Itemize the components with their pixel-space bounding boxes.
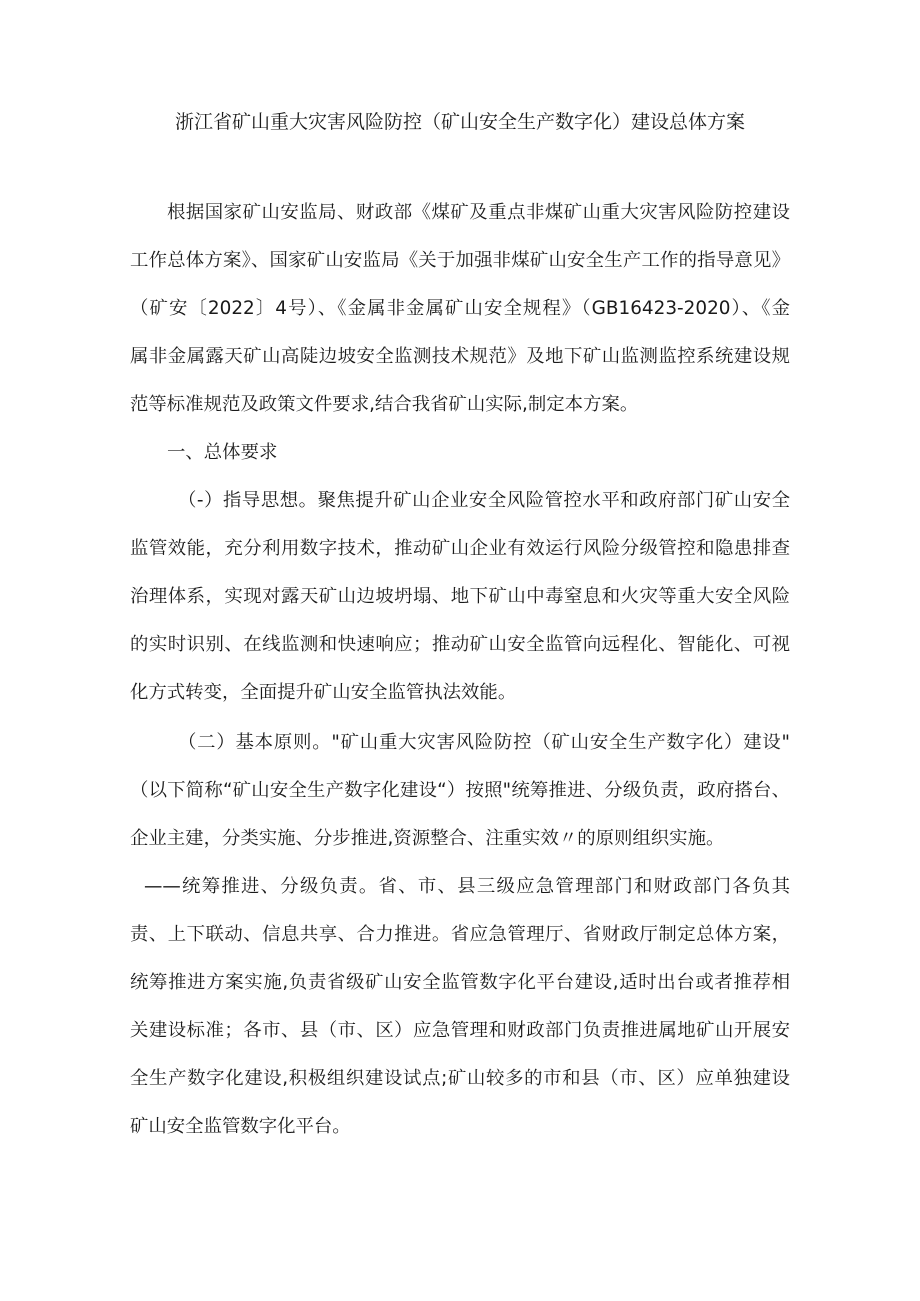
paragraph-line: 企业主建，分类实施、分步推进,资源整合、注重实效〃的原则组织实施。	[130, 828, 725, 849]
paragraph-line: 责、上下联动、信息共享、合力推进。省应急管理厅、省财政厅制定总体方案，	[130, 924, 790, 945]
paragraph-line: 的实时识别、在线监测和快速响应；推动矿山安全监管向远程化、智能化、可视	[130, 634, 790, 655]
paragraph-line: （矿安〔2022〕4号）、《金属非金属矿山安全规程》（GB16423-2020）、《金	[130, 298, 790, 319]
paragraph-line: 工作总体方案》、国家矿山安监局《关于加强非煤矿山安全生产工作的指导意见》	[130, 250, 790, 271]
paragraph-line: 属非金属露天矿山高陡边坡安全监测技术规范》及地下矿山监测监控系统建设规	[130, 346, 790, 367]
paragraph-line: 全生产数字化建设,积极组织建设试点;矿山较多的市和县（市、区）应单独建设	[130, 1068, 790, 1089]
paragraph-line: （以下简称“矿山安全生产数字化建设“）按照"统筹推进、分级负责，政府搭台、	[130, 780, 790, 801]
paragraph-coordination	[130, 863, 790, 1151]
paragraph-line: 关建设标准；各市、县（市、区）应急管理和财政部门负责推进属地矿山开展安	[130, 1020, 790, 1041]
paragraph-line: 监管效能，充分利用数字技术，推动矿山企业有效运行风险分级管控和隐患排查	[130, 538, 790, 559]
paragraph-line: ——统筹推进、分级负责。省、市、县三级应急管理部门和财政部门各负其	[144, 876, 790, 897]
paragraph-line: 化方式转变，全面提升矿山安全监管执法效能。	[130, 682, 517, 703]
paragraph-line: （-）指导思想。聚焦提升矿山企业安全风险管控水平和政府部门矿山安全	[178, 490, 790, 511]
paragraph-intro	[130, 189, 790, 429]
document-title: 浙江省矿山重大灾害风险防控（矿山安全生产数字化）建设总体方案	[174, 111, 745, 133]
paragraph-line: 矿山安全监管数字化平台。	[130, 1116, 351, 1137]
paragraph-line: 根据国家矿山安监局、财政部《煤矿及重点非煤矿山重大灾害风险防控建设	[167, 202, 790, 223]
paragraph-guiding-thought	[130, 477, 790, 717]
paragraph-line: 范等标准规范及政策文件要求,结合我省矿山实际,制定本方案。	[130, 394, 639, 415]
section-heading	[130, 429, 790, 477]
paragraph-line: 治理体系，实现对露天矿山边坡坍塌、地下矿山中毒窒息和火灾等重大安全风险	[130, 586, 790, 607]
paragraph-line: 统筹推进方案实施,负责省级矿山安全监管数字化平台建设,适时出台或者推荐相	[130, 972, 790, 993]
section-heading-text: 一、总体要求	[167, 442, 278, 463]
paragraph-line: （二）基本原则。"矿山重大灾害风险防控（矿山安全生产数字化）建设"	[178, 732, 790, 753]
paragraph-basic-principles	[130, 719, 790, 863]
